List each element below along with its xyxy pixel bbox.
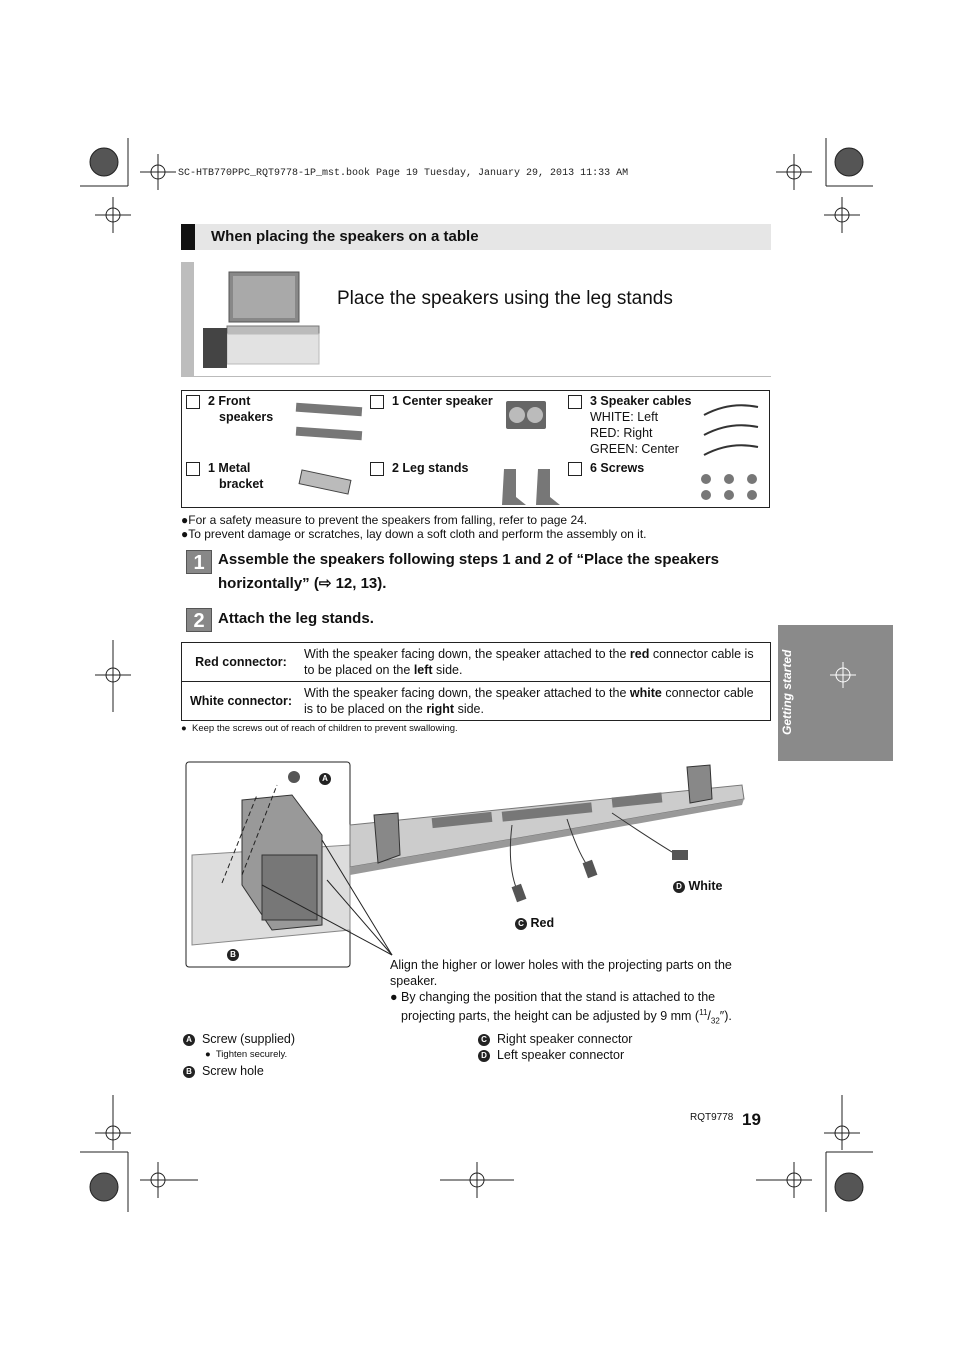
part-front-speakers xyxy=(208,393,273,425)
leg-stands-image xyxy=(498,465,564,509)
legend-a xyxy=(183,1031,295,1047)
screws-image xyxy=(696,471,770,503)
red-connector-label: Red connector: xyxy=(182,643,301,682)
white-connector-callout xyxy=(673,878,723,894)
checkbox-leg-stands[interactable] xyxy=(370,462,384,476)
checkbox-center-speaker[interactable] xyxy=(370,395,384,409)
step-1-number: 1 xyxy=(186,550,212,574)
part-front-speakers-line1: 2 Front xyxy=(208,394,251,408)
table-row xyxy=(182,643,771,682)
cable-color-red: RED: Right xyxy=(590,426,653,440)
connector-table xyxy=(181,642,771,721)
checkbox-metal-bracket[interactable] xyxy=(186,462,200,476)
document-code: RQT9778 xyxy=(690,1112,734,1123)
height-text: By changing the position that the stand is attached to the projecting parts, the height can be adjusted by 9 mm ( xyxy=(401,990,716,1024)
fraction-post: ″). xyxy=(719,1009,732,1024)
file-header: SC-HTB770PPC_RQT9778-1P_mst.book Page 19 Tuesday, January 29, 2013 11:33 AM xyxy=(178,168,629,179)
legend-b-badge: B xyxy=(183,1066,195,1078)
align-text: Align the higher or lower holes with the projecting parts on the speaker. xyxy=(390,958,732,988)
label-b-marker xyxy=(227,946,239,962)
label-a-marker xyxy=(319,770,331,786)
banner-side-bar xyxy=(181,262,194,376)
label-d-badge: D xyxy=(673,881,685,893)
note-item: ●For a safety measure to prevent the speakers from falling, refer to page 24. xyxy=(181,513,588,527)
side-tab-mark xyxy=(830,662,856,688)
legend-a-note: ● Tighten securely. xyxy=(205,1049,288,1060)
table-row xyxy=(182,682,771,721)
legend-a-badge: A xyxy=(183,1034,195,1046)
red-desc-side: left xyxy=(413,663,433,677)
label-a-badge: A xyxy=(319,773,331,785)
legend-right xyxy=(478,1031,632,1063)
side-tab-label: Getting started xyxy=(780,649,794,735)
legend-a-text: Screw (supplied) xyxy=(201,1032,296,1046)
white-connector-label: White connector: xyxy=(182,682,301,721)
speaker-cables-image xyxy=(700,397,768,457)
red-desc-pre: With the speaker facing down, the speaker attached to the xyxy=(304,647,630,661)
fraction-denominator: 32 xyxy=(710,1016,720,1026)
step-2-text: Attach the leg stands. xyxy=(218,610,374,627)
banner xyxy=(181,262,771,377)
parts-list xyxy=(181,390,770,508)
cable-color-white: WHITE: Left xyxy=(590,410,659,424)
fraction-numerator: 11 xyxy=(699,1008,708,1017)
banner-title: Place the speakers using the leg stands xyxy=(337,288,673,309)
notes xyxy=(181,513,646,541)
note-text: To prevent damage or scratches, lay down a soft cloth and perform the assembly on it. xyxy=(188,527,647,541)
front-speakers-image xyxy=(294,401,366,456)
white-callout-text: White xyxy=(688,879,723,893)
part-screws: 6 Screws xyxy=(590,461,645,475)
part-center-speaker: 1 Center speaker xyxy=(392,394,493,408)
legend-b xyxy=(183,1063,295,1079)
note-text: For a safety measure to prevent the speakers from falling, refer to page 24. xyxy=(188,513,588,527)
note-item: ●To prevent damage or scratches, lay down a soft cloth and perform the assembly on it. xyxy=(181,527,647,541)
label-b-badge: B xyxy=(227,949,239,961)
section-title: When placing the speakers on a table xyxy=(211,228,479,245)
white-desc-pre: With the speaker facing down, the speaker attached to the xyxy=(304,686,630,700)
cable-color-green: GREEN: Center xyxy=(590,442,679,456)
red-callout-text: Red xyxy=(530,916,555,930)
legend-left xyxy=(183,1031,295,1079)
step-1-line1: Assemble the speakers following steps 1 and 2 of “Place the speakers xyxy=(218,551,720,568)
metal-bracket-image xyxy=(298,467,354,503)
legend-a-note-text: Tighten securely. xyxy=(215,1049,288,1060)
step-2-number: 2 xyxy=(186,608,212,632)
cable-colors xyxy=(590,409,679,457)
step-1-line2: horizontally” (⇨ 12, 13). xyxy=(218,575,387,592)
warning-note: ● Keep the screws out of reach of children to prevent swallowing. xyxy=(181,723,458,734)
legend-d-text: Left speaker connector xyxy=(496,1048,625,1062)
white-desc-mid: connector cable is to be placed on the xyxy=(304,686,754,716)
part-leg-stands: 2 Leg stands xyxy=(392,461,469,475)
center-speaker-image xyxy=(504,399,552,433)
side-tab xyxy=(778,625,893,761)
page-number: 19 xyxy=(742,1110,761,1129)
legend-c xyxy=(478,1031,632,1047)
height-note: ● By changing the position that the stand is attached to the projecting parts, the height can be adjusted by 9 mm $(^{11}/_{32}'')$. xyxy=(390,990,732,1026)
red-connector-desc xyxy=(300,643,771,682)
legend-c-badge: C xyxy=(478,1034,490,1046)
legend-d-badge: D xyxy=(478,1050,490,1062)
white-desc-side: right xyxy=(426,702,455,716)
checkbox-speaker-cables[interactable] xyxy=(568,395,582,409)
legend-d xyxy=(478,1047,632,1063)
white-desc-bold: white xyxy=(629,686,662,700)
red-desc-bold: red xyxy=(629,647,650,661)
warning-text: Keep the screws out of reach of children to prevent swallowing. xyxy=(192,723,458,734)
label-c-badge: C xyxy=(515,918,527,930)
part-metal-bracket xyxy=(208,460,263,492)
white-connector-desc xyxy=(300,682,771,721)
red-connector-callout xyxy=(515,915,554,931)
legend-b-text: Screw hole xyxy=(201,1064,264,1078)
white-desc-post: side. xyxy=(454,702,484,716)
red-desc-post: side. xyxy=(432,663,463,677)
part-front-speakers-line2: speakers xyxy=(219,410,274,424)
part-metal-bracket-line2: bracket xyxy=(219,477,264,491)
assembly-diagram xyxy=(182,755,752,975)
tv-speaker-illustration xyxy=(201,270,326,370)
legend-c-text: Right speaker connector xyxy=(496,1032,633,1046)
checkbox-screws[interactable] xyxy=(568,462,582,476)
part-metal-bracket-line1: 1 Metal xyxy=(208,461,251,475)
section-bar xyxy=(181,224,771,250)
section-marker xyxy=(181,224,195,250)
part-speaker-cables: 3 Speaker cables xyxy=(590,394,692,408)
red-desc-mid: connector cable is to be placed on the xyxy=(304,647,754,677)
step-1-text xyxy=(218,548,719,596)
checkbox-front-speakers[interactable] xyxy=(186,395,200,409)
align-caption xyxy=(390,957,750,1030)
